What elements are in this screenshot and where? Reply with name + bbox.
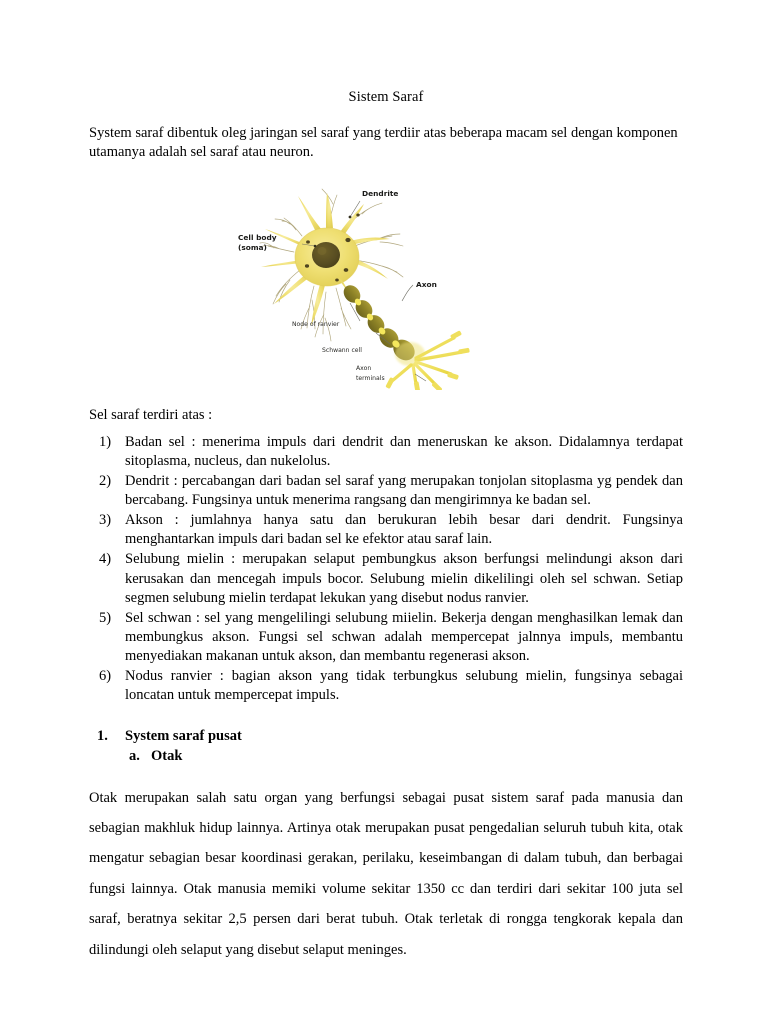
list-item xyxy=(89,433,683,471)
neuron-diagram xyxy=(230,174,542,390)
intro-paragraph: System saraf dibentuk oleg jaringan sel saraf yang terdiir atas beberapa macam sel dengan komponen utamanya adalah sel saraf atau neuron. xyxy=(89,125,678,160)
figure-label-axon-terminals-line1: Axon xyxy=(356,364,372,372)
list-item xyxy=(89,511,683,549)
heading-text: System saraf pusat xyxy=(125,728,242,745)
figure-label-node-of-ranvier: Node of ranvier xyxy=(292,320,340,328)
list-item-text: Akson : jumlahnya hanya satu dan berukuran lebih besar dari dendrit. Fungsinya menghantarkan impuls dari badan sel ke efektor atau saraf lain. xyxy=(125,512,683,548)
figure-label-axon-terminals-line2: terminals xyxy=(356,374,385,382)
list-item xyxy=(89,472,683,510)
list-item xyxy=(89,609,683,666)
list-item-text: Sel schwan : sel yang mengelilingi selubung miielin. Bekerja dengan menghasilkan lemak dan membungkus akson. Fungsi sel schwan adalah mempercepat jalnnya impuls, membantu menyediakan makanan untuk akson, dan membantu regenerasi akson. xyxy=(125,609,683,665)
figure-label-dendrite: Dendrite xyxy=(362,188,399,198)
list-item-text: Badan sel : menerima impuls dari dendrit dan meneruskan ke akson. Didalamnya terdapat sitoplasma, nucleus, dan nukelolus. xyxy=(125,433,683,469)
list-marker: 1) xyxy=(99,433,112,450)
list-item xyxy=(89,550,683,607)
section-headings xyxy=(89,727,683,766)
figure-label-cell-body-line1: Cell body xyxy=(238,232,277,242)
list-item xyxy=(89,667,683,705)
list-marker: 3) xyxy=(99,512,112,529)
list-item-text: Selubung mielin : merupakan selaput pembungkus akson berfungsi melindungi akson dari kerusakan dan mencegah impuls bocor. Selubung mielin dikelilingi oleh sel schwan. Setiap segmen selubung mielin terdapat lekukan yang disebut nodus ranvier. xyxy=(125,551,683,606)
closing-paragraph: Otak merupakan salah satu organ yang berfungsi sebagai pusat sistem saraf pada manusia dan sebagian makhluk hidup lainnya. Artinya otak merupakan pusat pengedalian seluruh tubuh kita, otak mengatur sebagian besar koordinasi gerakan, perilaku, keseimbangan di dalam tubuh, dan berbagai fungsi lainnya. Otak manusia memiki volume sekitar 1350 cc dan terdiri dari sekitar 100 juta sel saraf, beratnya sekitar 2,5 persen dari berat tubuh. Otak terletak di rongga tengkorak kepala dan dilindungi oleh selaput yang disebut selaput meninges. xyxy=(89,789,683,958)
list-marker: 4) xyxy=(99,551,112,568)
heading-marker: 1. xyxy=(97,728,108,745)
list-marker: 5) xyxy=(99,609,112,626)
figure-label-cell-body-line2: (soma) xyxy=(238,242,267,252)
list-item-text: Dendrit : percabangan dari badan sel saraf yang merupakan tonjolan sitoplasma yg pendek dan bercabang. Fungsinya untuk menerima rangsang dan mengirimnya ke badan sel. xyxy=(125,472,683,509)
neuron-figure-container xyxy=(89,174,683,390)
list-marker: 2) xyxy=(99,472,112,489)
figure-label-schwann-cell: Schwann cell xyxy=(322,346,362,354)
list-item-text: Nodus ranvier : bagian akson yang tidak terbungkus selubung mielin, fungsinya sebagai loncatan untuk mempercepat impuls. xyxy=(125,668,683,704)
figure-label-axon: Axon xyxy=(416,279,437,289)
heading-marker: a. xyxy=(129,747,140,764)
neuron-parts-list xyxy=(89,433,683,706)
heading-text: Otak xyxy=(151,747,183,764)
page-title: Sistem Saraf xyxy=(348,89,424,105)
heading-system-saraf-pusat xyxy=(89,727,683,747)
heading-otak xyxy=(89,747,683,767)
list-marker: 6) xyxy=(99,668,112,685)
list-lead-line: Sel saraf terdiri atas : xyxy=(89,406,213,423)
